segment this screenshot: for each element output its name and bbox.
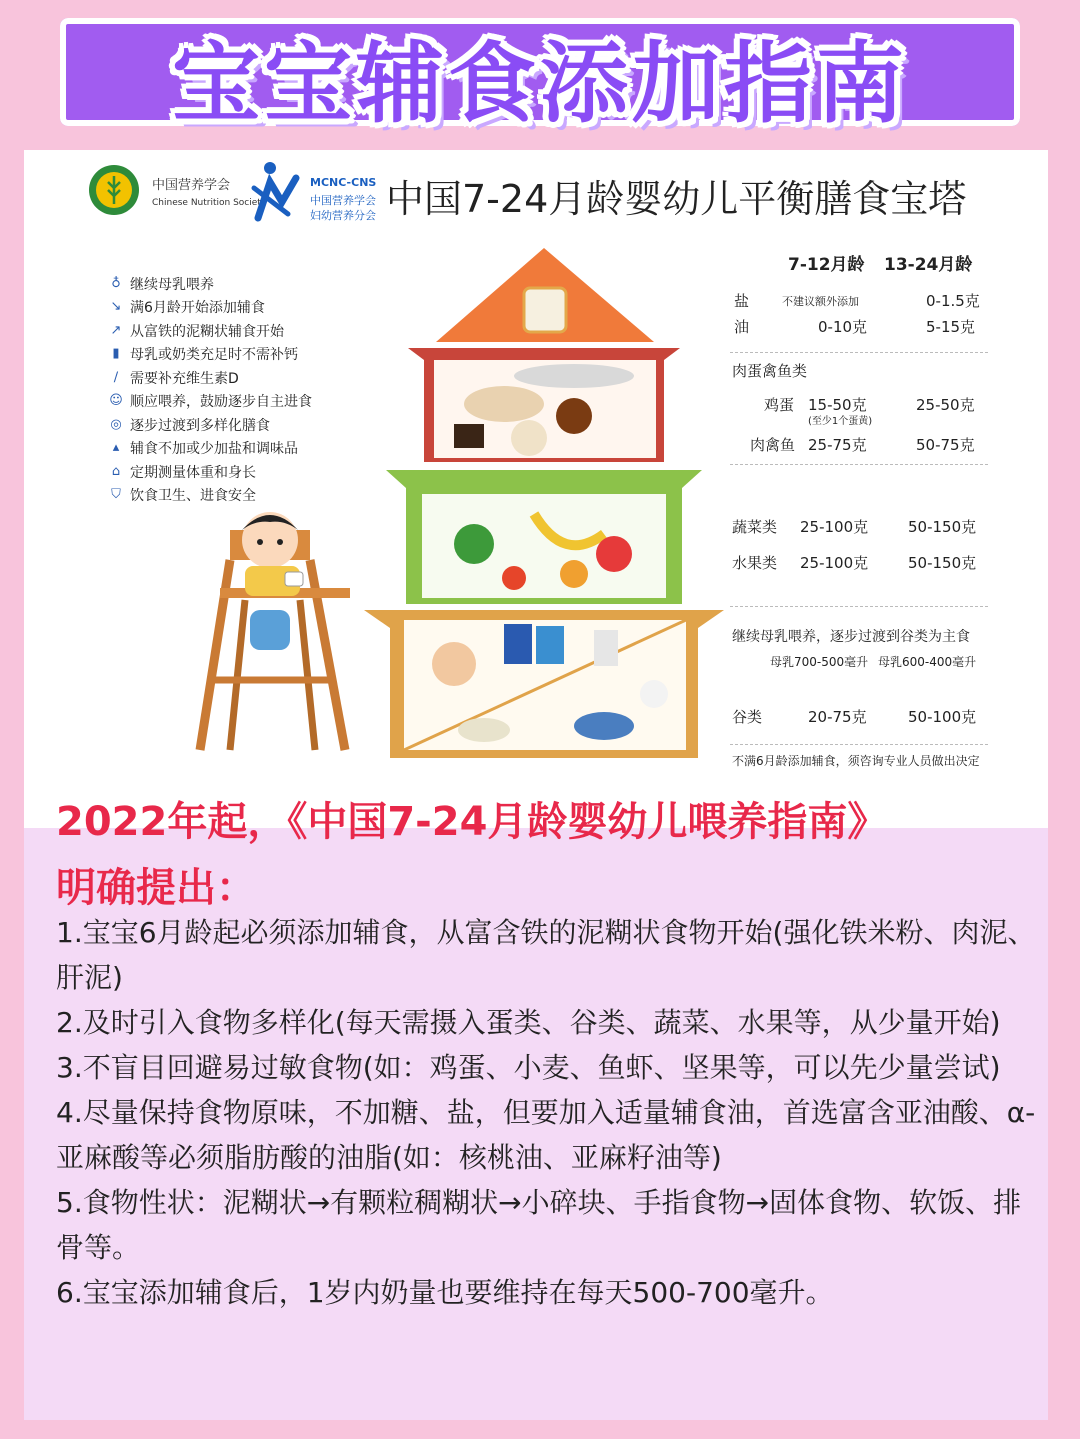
baby-face-icon: ☺ <box>109 393 123 409</box>
row-grain-7-12: 20-75克 <box>808 708 867 726</box>
tip-item: ▴ 辅食不加或少加盐和调味品 <box>108 437 312 461</box>
row-egg-13-24: 25-50克 <box>916 396 975 414</box>
row-grain-label: 谷类 <box>732 708 763 726</box>
row-salt-label: 盐 <box>734 292 750 310</box>
col-head-13-24: 13-24月龄 <box>884 255 973 275</box>
row-veg-7-12: 25-100克 <box>800 518 869 536</box>
table-divider <box>730 464 988 465</box>
tip-item: ◎ 逐步过渡到多样化膳食 <box>108 413 312 437</box>
row-meat-label: 肉禽鱼 <box>750 436 796 454</box>
poster-title: 中国7-24月龄婴幼儿平衡膳食宝塔 <box>386 177 967 221</box>
guide-point: 5.食物性状：泥糊状→有颗粒稠糊状→小碎块、手指食物→固体食物、软饭、排骨等。 <box>56 1186 1022 1264</box>
scale-icon: ⌂ <box>111 463 121 479</box>
tip-item: ↘ 满6月龄开始添加辅食 <box>108 296 312 320</box>
row-fruit-label: 水果类 <box>732 554 778 572</box>
guide-point: 6.宝宝添加辅食后，1岁内奶量也要维持在每天500-700毫升。 <box>56 1276 834 1309</box>
spoon-bowl-icon: ↗ <box>110 322 122 338</box>
guide-point: 1.宝宝6月龄起必须添加辅食，从富含铁的泥糊状食物开始(强化铁米粉、肉泥、肝泥) <box>56 916 1036 994</box>
cns-name: 中国营养学会 <box>152 178 231 193</box>
row-milk-13-24: 母乳600-400毫升 <box>878 655 977 669</box>
guide-points <box>56 910 1041 1315</box>
row-milk-7-12: 母乳700-500毫升 <box>770 655 869 669</box>
row-meat-13-24: 50-75克 <box>916 436 975 454</box>
tip-item: ↗ 从富铁的泥糊状辅食开始 <box>108 319 312 343</box>
tip-item: ♁ 继续母乳喂养 <box>108 272 312 296</box>
mcnc-chinese-name: 中国营养学会 <box>310 194 376 207</box>
row-milk-line: 继续母乳喂养，逐步过渡到谷类为主食 <box>732 629 970 645</box>
row-oil-label: 油 <box>734 318 750 336</box>
row-salt-13-24: 0-1.5克 <box>926 292 980 310</box>
breastfeeding-icon: ♁ <box>111 275 121 291</box>
milk-bottle-icon: ▮ <box>112 346 120 362</box>
row-veg-label: 蔬菜类 <box>732 518 778 536</box>
tip-item: ▮ 母乳或奶类充足时不需补钙 <box>108 343 312 367</box>
row-oil-13-24: 5-15克 <box>926 318 976 336</box>
row-meat-group: 肉蛋禽鱼类 <box>732 362 808 380</box>
row-fruit-13-24: 50-150克 <box>908 554 977 572</box>
row-egg-7-12: 15-50克 <box>808 396 867 414</box>
foods-icon: ◎ <box>110 416 122 432</box>
guide-point: 4.尽量保持食物原味，不加糖、盐，但要加入适量辅食油，首选富含亚油酸、α-亚麻酸等必须脂肪酸的油脂(如：核桃油、亚麻籽油等) <box>56 1096 1036 1174</box>
food-pyramid <box>364 244 724 764</box>
guide-intro-line2: 明确提出： <box>56 865 256 911</box>
tip-item: ⌂ 定期测量体重和身长 <box>108 460 312 484</box>
guide-intro-line1: 2022年起，《中国7-24月龄婴幼儿喂养指南》 <box>56 799 888 845</box>
tip-item: ⛉ 饮食卫生、进食安全 <box>108 484 312 508</box>
col-head-7-12: 7-12月龄 <box>788 255 865 275</box>
spoon-icon: ↘ <box>110 299 122 315</box>
row-salt-7-12: 不建议额外添加 <box>782 295 859 308</box>
baby-highchair-illustration <box>190 500 360 760</box>
tips-list <box>108 272 312 507</box>
table-divider <box>730 606 988 607</box>
cns-english-name: Chinese Nutrition Society <box>152 198 267 208</box>
tip-item: ∕ 需要补充维生素D <box>108 366 312 390</box>
mcnc-name: MCNC-CNS <box>310 176 377 189</box>
mcnc-branch-name: 妇幼营养分会 <box>310 209 376 222</box>
salt-shaker-icon: ▴ <box>112 440 120 456</box>
row-grain-13-24: 50-100克 <box>908 708 977 726</box>
row-veg-13-24: 50-150克 <box>908 518 977 536</box>
guide-point: 2.及时引入食物多样化(每天需摄入蛋类、谷类、蔬菜、水果等，从少量开始) <box>56 1006 1001 1039</box>
footnote: 不满6月龄添加辅食，须咨询专业人员做出决定 <box>732 754 980 768</box>
dropper-icon: ∕ <box>113 369 119 385</box>
row-egg-label: 鸡蛋 <box>764 396 795 414</box>
table-divider <box>730 352 988 353</box>
mcnc-logo-icon <box>248 158 306 224</box>
row-meat-7-12: 25-75克 <box>808 436 867 454</box>
guide-point: 3.不盲目回避易过敏食物(如：鸡蛋、小麦、鱼虾、坚果等，可以先少量尝试) <box>56 1051 1001 1084</box>
row-oil-7-12: 0-10克 <box>818 318 868 336</box>
table-divider <box>730 744 988 745</box>
shield-icon: ⛉ <box>111 487 121 503</box>
row-egg-note: (至少1个蛋黄) <box>808 416 873 427</box>
page-title: 宝宝辅食添加指南 <box>171 32 908 135</box>
cns-logo-icon <box>88 164 140 216</box>
tip-item: ☺ 顺应喂养，鼓励逐步自主进食 <box>109 393 312 411</box>
row-fruit-7-12: 25-100克 <box>800 554 869 572</box>
